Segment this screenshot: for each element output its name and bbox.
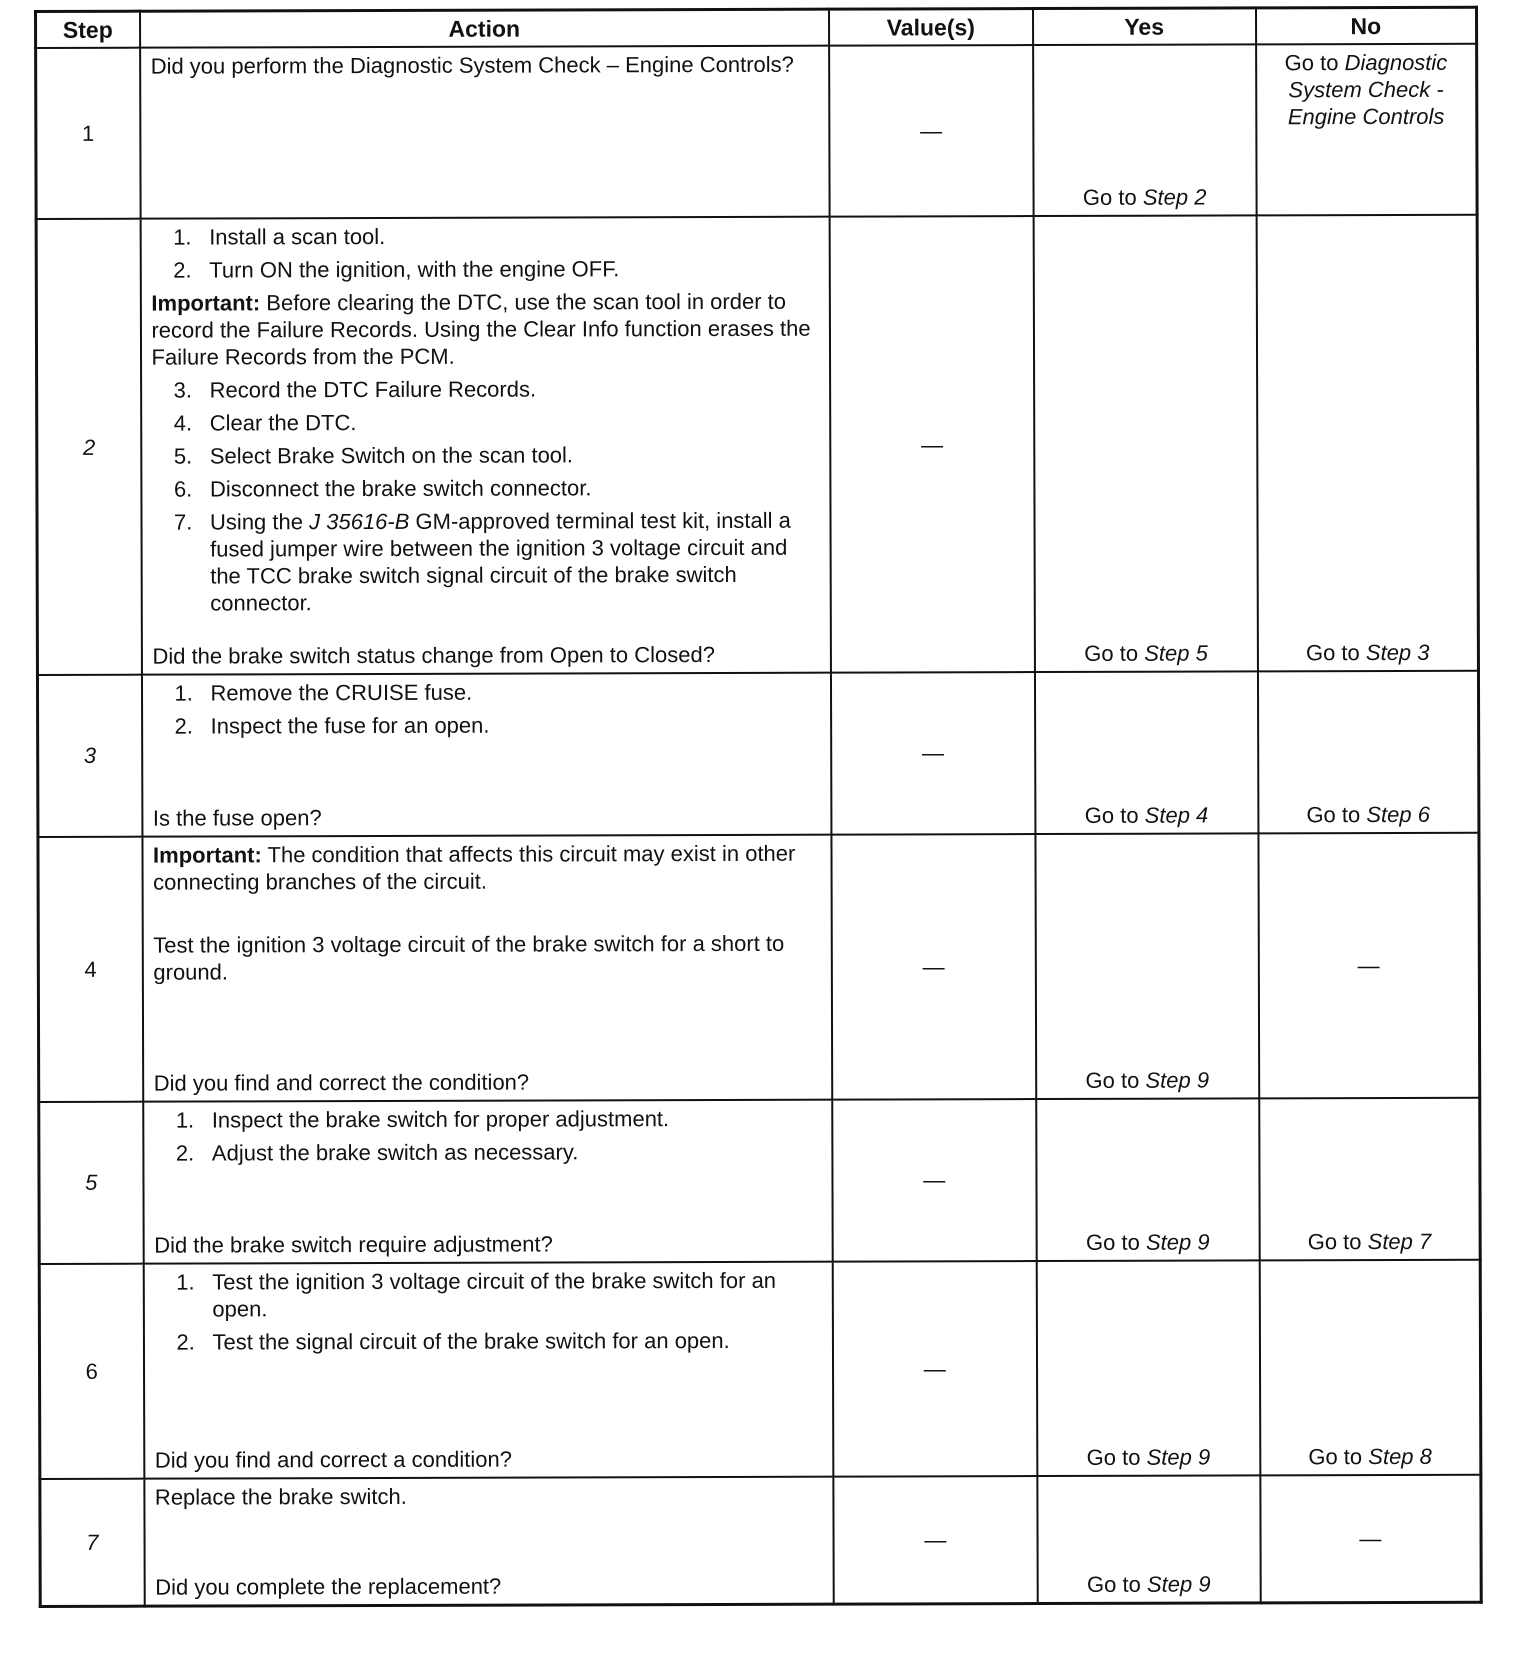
table-row-step-2 xyxy=(36,215,1478,675)
list-item: 5. Select Brake Switch on the scan tool. xyxy=(173,442,574,469)
step-number: 6 xyxy=(39,1264,144,1479)
yes-link[interactable]: Go to Step 9 xyxy=(1086,1444,1211,1470)
question-text: Is the fuse open? xyxy=(152,804,322,831)
no-cell xyxy=(1259,1260,1481,1476)
action-cell xyxy=(141,672,831,836)
no-cell xyxy=(1256,44,1477,216)
question-text: Did the brake switch require adjustment? xyxy=(154,1231,553,1258)
action-text: Replace the brake switch. xyxy=(154,1483,407,1510)
yes-cell xyxy=(1037,1475,1260,1603)
yes-cell xyxy=(1033,216,1257,672)
step-number: 5 xyxy=(39,1102,143,1264)
table-row-step-3 xyxy=(37,670,1478,836)
list-item: 6. Disconnect the brake switch connector. xyxy=(173,475,592,502)
list-item: 7. Using the J 35616-B GM-approved terminal test kit, install a fused jumper wire between the ignition 3 voltage circuit and the TCC brake switch signal circuit of the brake switch connector. xyxy=(173,508,791,616)
header-no: No xyxy=(1256,7,1477,44)
table-row-step-7 xyxy=(40,1475,1481,1607)
table-row-step-6 xyxy=(39,1260,1481,1479)
no-link[interactable]: Go to Diagnostic System Check - Engine Controls xyxy=(1284,49,1448,130)
no-cell: — xyxy=(1260,1475,1481,1603)
yes-cell xyxy=(1033,44,1257,216)
yes-cell xyxy=(1035,671,1258,834)
test-instruction: Test the ignition 3 voltage circuit of the brake switch for a short to ground. xyxy=(153,931,785,986)
value-cell: — xyxy=(833,1476,1037,1604)
step-number: 4 xyxy=(38,836,143,1102)
question-text: Did the brake switch status change from Open to Closed? xyxy=(152,641,715,669)
action-cell xyxy=(140,46,830,219)
yes-cell xyxy=(1036,1098,1259,1261)
action-cell xyxy=(143,1261,833,1478)
no-cell xyxy=(1258,670,1479,833)
question-text: Did you find and correct a condition? xyxy=(154,1446,512,1473)
value-cell: — xyxy=(833,1261,1037,1477)
table-row-step-5 xyxy=(39,1098,1480,1264)
step-number: 1 xyxy=(36,48,141,220)
header-step: Step xyxy=(36,11,140,48)
no-link[interactable]: Go to Step 3 xyxy=(1305,639,1430,665)
yes-link[interactable]: Go to Step 9 xyxy=(1085,1067,1210,1093)
no-cell xyxy=(1259,1098,1480,1261)
value-cell: — xyxy=(829,45,1033,217)
action-text: Did you perform the Diagnostic System Check – Engine Controls? xyxy=(150,51,794,79)
yes-link[interactable]: Go to Step 5 xyxy=(1084,640,1208,666)
action-cell xyxy=(144,1477,834,1607)
list-item: 1. Remove the CRUISE fuse. xyxy=(174,679,473,706)
yes-link[interactable]: Go to Step 2 xyxy=(1082,184,1207,211)
value-cell: — xyxy=(830,216,1035,672)
list-item: 2. Inspect the fuse for an open. xyxy=(174,712,490,739)
question-text: Did you find and correct the condition? xyxy=(153,1069,530,1096)
list-item: 2. Adjust the brake switch as necessary. xyxy=(175,1139,579,1166)
list-item: 1. Inspect the brake switch for proper adjustment. xyxy=(175,1106,670,1133)
no-link[interactable]: Go to Step 6 xyxy=(1306,801,1431,827)
action-cell xyxy=(140,217,831,674)
list-item: 2. Test the signal circuit of the brake switch for an open. xyxy=(176,1327,730,1355)
header-values: Value(s) xyxy=(829,9,1033,46)
question-text: Did you complete the replacement? xyxy=(155,1573,502,1600)
no-link[interactable]: Go to Step 8 xyxy=(1308,1443,1432,1470)
value-cell: — xyxy=(832,1099,1036,1262)
header-row xyxy=(36,7,1477,48)
yes-link[interactable]: Go to Step 9 xyxy=(1085,1229,1210,1255)
no-link[interactable]: Go to Step 7 xyxy=(1307,1228,1432,1255)
yes-link[interactable]: Go to Step 4 xyxy=(1084,802,1209,828)
yes-cell xyxy=(1035,833,1259,1099)
list-item: 1. Install a scan tool. xyxy=(173,224,386,250)
action-cell xyxy=(142,834,832,1101)
action-cell xyxy=(143,1100,833,1264)
yes-cell xyxy=(1036,1260,1260,1476)
important-note: Important: Before clearing the DTC, use the scan tool in order to record the Failure Records. Using the Clear Info function erases the Failure Records from the PCM. xyxy=(151,289,811,370)
step-number: 7 xyxy=(40,1479,144,1607)
step-number: 2 xyxy=(36,219,141,675)
header-action: Action xyxy=(140,9,830,48)
tool-number: J 35616-B xyxy=(309,509,410,535)
no-cell xyxy=(1256,215,1478,671)
header-yes: Yes xyxy=(1033,8,1256,45)
step-number: 3 xyxy=(37,674,141,836)
list-item: 2. Turn ON the ignition, with the engine OFF. xyxy=(173,256,620,283)
no-cell: — xyxy=(1258,832,1480,1098)
diagnostic-table xyxy=(34,6,1483,1608)
value-cell: — xyxy=(831,834,1035,1100)
value-cell: — xyxy=(831,672,1035,835)
list-item: 3. Record the DTC Failure Records. xyxy=(173,376,537,403)
important-note: Important: The condition that affects this circuit may exist in other connecting branches of the circuit. xyxy=(152,840,796,895)
list-item: 1. Test the ignition 3 voltage circuit of the brake switch for an open. xyxy=(176,1267,777,1322)
table-row-step-4 xyxy=(38,832,1480,1102)
yes-link[interactable]: Go to Step 9 xyxy=(1086,1571,1211,1597)
list-item: 4. Clear the DTC. xyxy=(173,410,357,436)
table-row-step-1 xyxy=(36,44,1478,220)
